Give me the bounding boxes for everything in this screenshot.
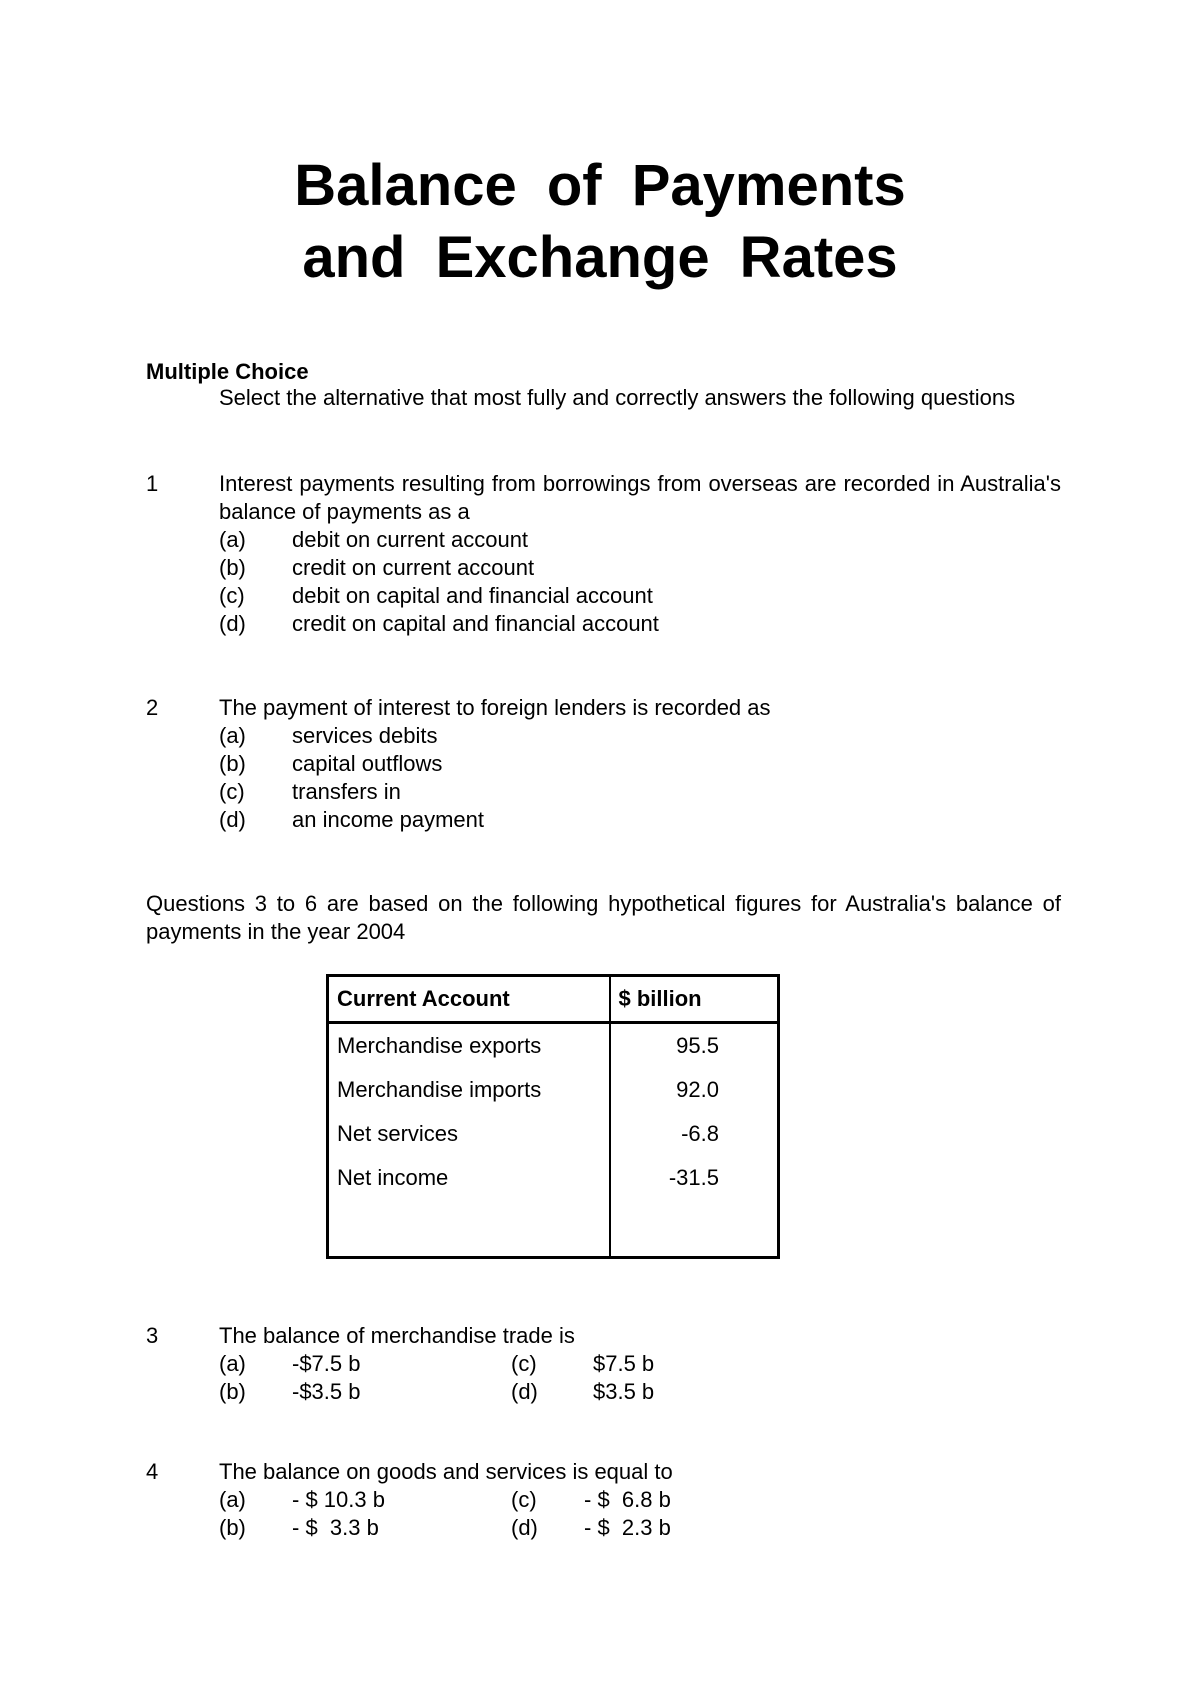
q2-option-b-letter: (b) [219,751,246,776]
table-header-row [328,976,779,1023]
q3-option-b-letter: (b) [219,1379,246,1404]
q4-option-d-text: - $ 2.3 b [584,1515,671,1540]
q1-option-c-letter: (c) [219,583,245,608]
q2-option-b-text: capital outflows [292,751,443,776]
section-instruction: Select the alternative that most fully and correctly answers the following questions [219,385,1016,410]
q4-option-b-text: - $ 3.3 b [292,1515,379,1540]
q3-option-d-text: $3.5 b [593,1379,655,1404]
q1-option-c-text: debit on capital and financial account [292,583,653,608]
row-value: -6.8 [610,1112,779,1156]
q3-option-a-letter: (a) [219,1351,246,1376]
q4-option-d-letter: (d) [511,1515,538,1540]
q1-option-b-letter: (b) [219,555,246,580]
question-1-text: Interest payments resulting from borrowings from overseas are recorded in Australia's balance of payments as a [219,471,1061,524]
question-4-number: 4 [146,1459,159,1484]
q2-option-d-letter: (d) [219,807,246,832]
table-row [328,1156,779,1200]
question-1-number: 1 [146,471,159,496]
q4-option-c-letter: (c) [511,1487,537,1512]
question-2-number: 2 [146,695,159,720]
table-row [328,1023,779,1069]
row-label: Merchandise imports [328,1068,610,1112]
table-intro: Questions 3 to 6 are based on the following hypothetical figures for Australia's balance of payments in the year 2004 [146,891,1061,944]
row-value: 95.5 [610,1023,779,1069]
table-row [328,1068,779,1112]
q4-option-b-letter: (b) [219,1515,246,1540]
table-header-billion: $ billion [610,976,779,1023]
q3-option-c-text: $7.5 b [593,1351,655,1376]
q2-option-c-letter: (c) [219,779,245,804]
q2-option-a-letter: (a) [219,723,246,748]
q2-option-d-text: an income payment [292,807,484,832]
q4-option-a-letter: (a) [219,1487,246,1512]
q2-option-a-text: services debits [292,723,438,748]
question-2-text: The payment of interest to foreign lenders is recorded as [219,695,771,720]
row-label: Net services [328,1112,610,1156]
table-header-current-account: Current Account [328,976,610,1023]
q3-option-c-letter: (c) [511,1351,537,1376]
row-label: Merchandise exports [328,1023,610,1069]
question-3-text: The balance of merchandise trade is [219,1323,575,1348]
table-spacer-row [328,1200,779,1258]
title-line-1: Balance of Payments [294,153,906,218]
q3-option-a-text: -$7.5 b [292,1351,361,1376]
row-value: -31.5 [610,1156,779,1200]
q1-option-d-letter: (d) [219,611,246,636]
q1-option-b-text: credit on current account [292,555,535,580]
page-title [0,150,1200,294]
current-account-table [326,974,780,1259]
title-line-2: and Exchange Rates [302,225,898,290]
q4-option-c-text: - $ 6.8 b [584,1487,671,1512]
q3-option-d-letter: (d) [511,1379,538,1404]
row-value: 92.0 [610,1068,779,1112]
q3-option-b-text: -$3.5 b [292,1379,361,1404]
q2-option-c-text: transfers in [292,779,401,804]
q1-option-a-text: debit on current account [292,527,529,552]
question-3-number: 3 [146,1323,159,1348]
q4-option-a-text: - $ 10.3 b [292,1487,385,1512]
question-4-text: The balance on goods and services is equal to [219,1459,673,1484]
table-row [328,1112,779,1156]
row-label: Net income [328,1156,610,1200]
q1-option-d-text: credit on capital and financial account [292,611,659,636]
q1-option-a-letter: (a) [219,527,246,552]
section-heading: Multiple Choice [146,359,309,384]
